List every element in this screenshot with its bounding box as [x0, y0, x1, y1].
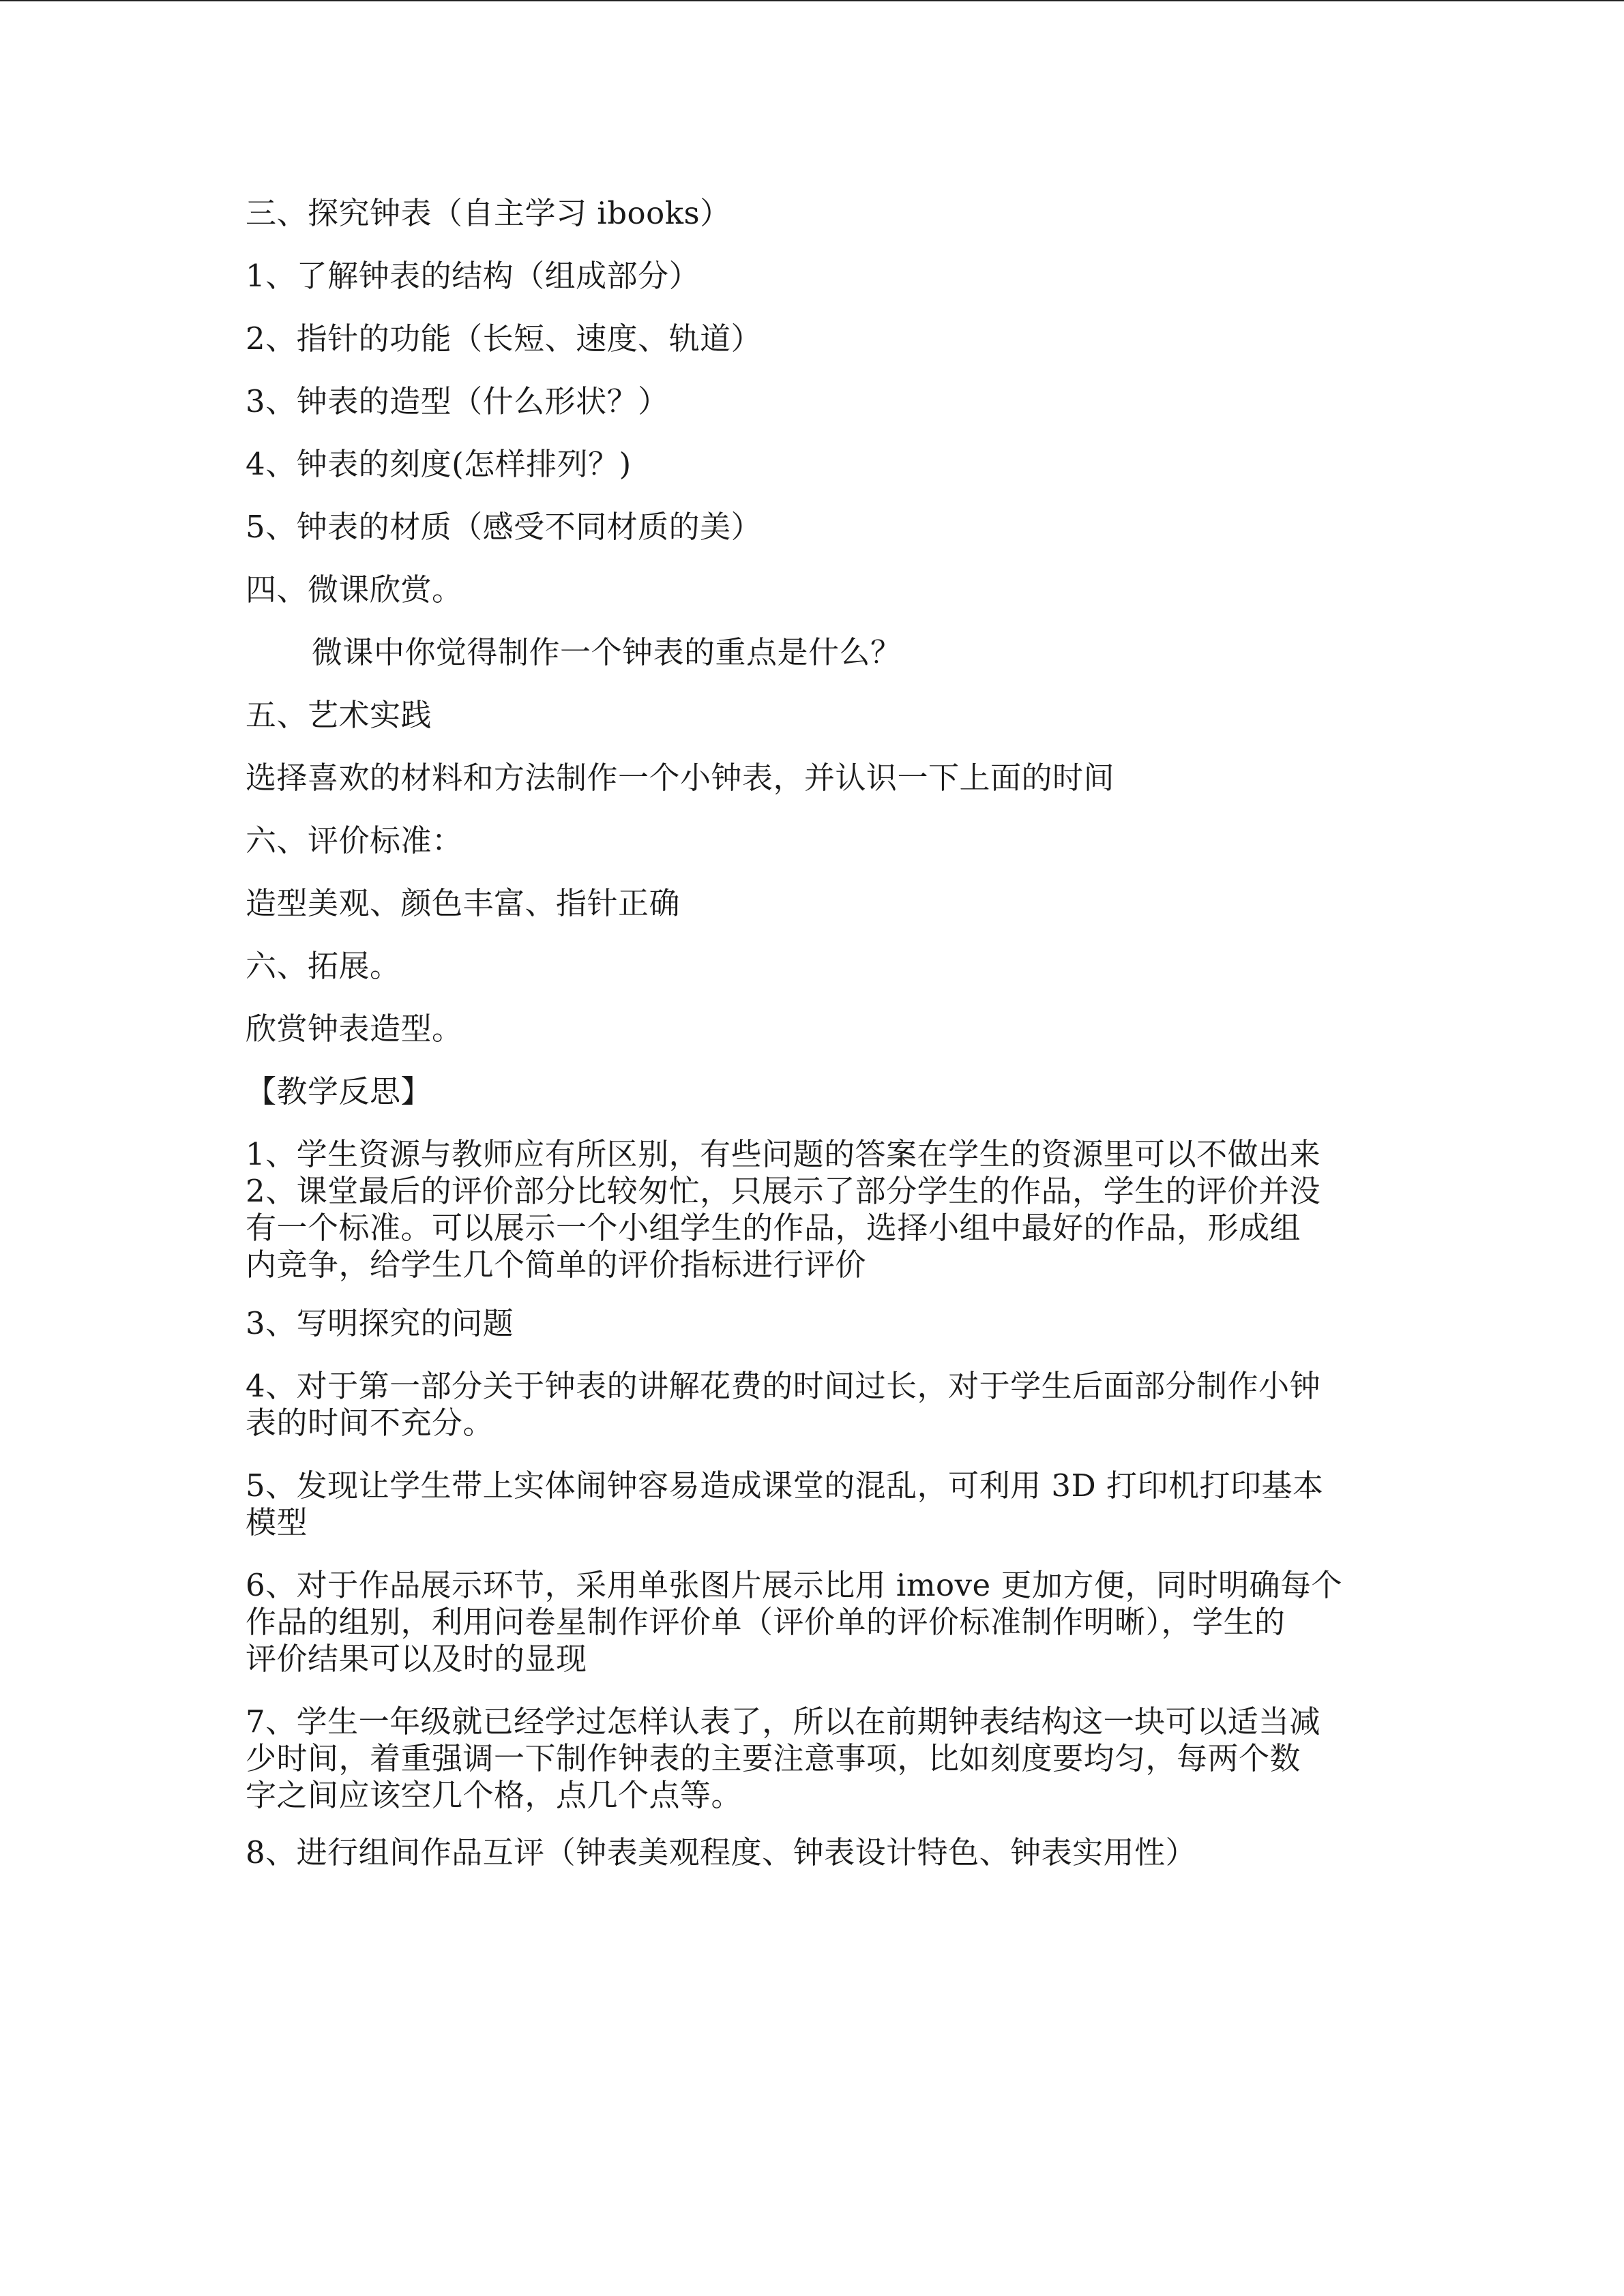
list-item-clock-shape: 3、钟表的造型（什么形状？） [246, 383, 669, 419]
reflection-item-6-line-1: 6、对于作品展示环节，采用单张图片展示比用 imove 更加方便，同时明确每个 [246, 1567, 1342, 1603]
reflection-item-6-line-3: 评价结果可以及时的显现 [246, 1641, 587, 1677]
list-item-clock-structure: 1、了解钟表的结构（组成部分） [246, 258, 700, 294]
section-heading-evaluation-criteria: 六、评价标准： [246, 822, 463, 859]
list-item-clock-scale: 4、钟表的刻度(怎样排列？) [246, 446, 632, 482]
micro-lesson-question: 微课中你觉得制作一个钟表的重点是什么？ [312, 634, 902, 670]
reflection-item-5-line-1: 5、发现让学生带上实体闹钟容易造成课堂的混乱，可利用 3D 打印机打印基本 [246, 1467, 1324, 1504]
section-heading-explore-clock: 三、探究钟表（自主学习 ibooks） [246, 195, 731, 231]
list-item-clock-material: 5、钟表的材质（感受不同材质的美） [246, 509, 763, 545]
section-heading-art-practice: 五、艺术实践 [246, 697, 432, 733]
reflection-item-2-line-3: 内竞争，给学生几个简单的评价指标进行评价 [246, 1247, 867, 1283]
reflection-item-8: 8、进行组间作品互评（钟表美观程度、钟表设计特色、钟表实用性） [246, 1834, 1197, 1870]
page-top-border [0, 0, 1624, 1]
reflection-item-2-line-1: 2、课堂最后的评价部分比较匆忙，只展示了部分学生的作品，学生的评价并没 [246, 1173, 1321, 1209]
list-item-hand-function: 2、指针的功能（长短、速度、轨道） [246, 320, 763, 357]
reflection-item-2-line-2: 有一个标准。可以展示一个小组学生的作品，选择小组中最好的作品，形成组 [246, 1210, 1301, 1246]
reflection-item-4-line-2: 表的时间不充分。 [246, 1405, 494, 1441]
reflection-item-1: 1、学生资源与教师应有所区别，有些问题的答案在学生的资源里可以不做出来 [246, 1136, 1321, 1172]
reflection-item-7-line-3: 字之间应该空几个格，点几个点等。 [246, 1777, 743, 1813]
section-heading-micro-lesson: 四、微课欣赏。 [246, 571, 463, 608]
reflection-item-7-line-1: 7、学生一年级就已经学过怎样认表了，所以在前期钟表结构这一块可以适当减 [246, 1703, 1321, 1740]
extension-text: 欣赏钟表造型。 [246, 1011, 463, 1047]
section-heading-teaching-reflection: 【教学反思】 [246, 1073, 432, 1109]
reflection-item-7-line-2: 少时间，着重强调一下制作钟表的主要注意事项，比如刻度要均匀，每两个数 [246, 1740, 1301, 1776]
reflection-item-6-line-2: 作品的组别，利用问卷星制作评价单（评价单的评价标准制作明晰），学生的 [246, 1604, 1286, 1640]
reflection-item-5-line-2: 模型 [246, 1504, 308, 1540]
section-heading-extension: 六、拓展。 [246, 948, 401, 984]
evaluation-criteria-text: 造型美观、颜色丰富、指针正确 [246, 885, 681, 921]
reflection-item-4-line-1: 4、对于第一部分关于钟表的讲解花费的时间过长，对于学生后面部分制作小钟 [246, 1368, 1321, 1404]
art-practice-task: 选择喜欢的材料和方法制作一个小钟表，并认识一下上面的时间 [246, 760, 1115, 796]
reflection-item-3: 3、写明探究的问题 [246, 1305, 514, 1341]
